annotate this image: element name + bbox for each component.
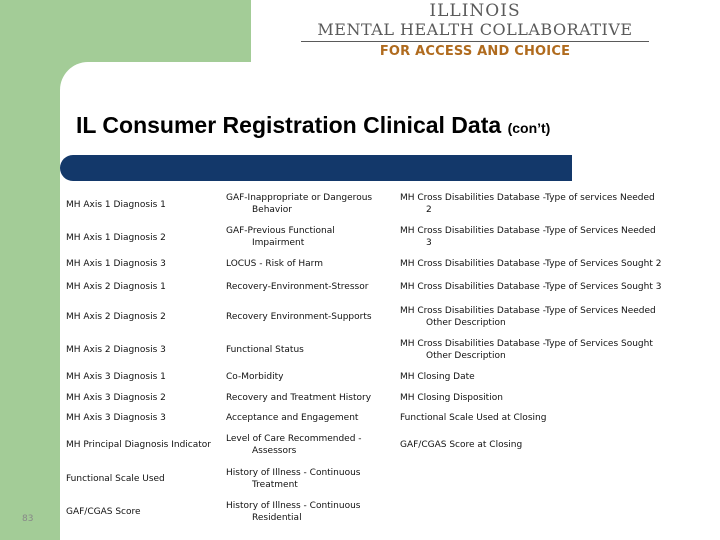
field-line: MH Cross Disabilities Database -Type of Services Sought 3 — [400, 282, 662, 292]
field-item — [226, 344, 394, 356]
field-line: Recovery and Treatment History — [226, 393, 372, 403]
field-item — [400, 281, 670, 293]
field-item: MH Principal Diagnosis Indicator — [66, 440, 211, 450]
logo-line-mental-health: MENTAL HEALTH COLLABORATIVE — [317, 20, 633, 39]
field-item — [400, 225, 670, 249]
field-item — [226, 392, 394, 404]
field-line: GAF-Inappropriate or Dangerous — [226, 193, 373, 203]
field-line: MH Cross Disabilities Database -Type of Services Sought — [400, 339, 653, 349]
slide-title-main: IL Consumer Registration Clinical Data — [76, 112, 502, 138]
field-item — [226, 258, 394, 270]
field-line: GAF-Previous Functional — [226, 226, 335, 236]
collaborative-logo — [300, 0, 650, 62]
field-item — [400, 392, 670, 404]
field-item: MH Axis 1 Diagnosis 1 — [66, 200, 166, 210]
field-item — [226, 192, 394, 216]
field-item: MH Axis 1 Diagnosis 2 — [66, 233, 166, 243]
field-item: MH Axis 1 Diagnosis 3 — [66, 259, 166, 269]
field-item — [226, 433, 394, 457]
field-item — [400, 439, 670, 451]
slide-title-suffix: (con’t) — [507, 120, 551, 136]
field-line: History of Illness - Continuous — [226, 501, 361, 511]
field-line: MH Cross Disabilities Database -Type of Services Needed — [400, 226, 656, 236]
field-line: MH Cross Disabilities Database -Type of Services Needed — [400, 306, 656, 316]
field-line: Co-Morbidity — [226, 372, 284, 382]
field-item — [226, 467, 394, 491]
field-item — [400, 192, 670, 216]
title-underline-bar — [60, 155, 572, 181]
field-line: Recovery Environment-Supports — [226, 312, 372, 322]
field-line: LOCUS - Risk of Harm — [226, 259, 323, 269]
field-line: Functional Status — [226, 345, 304, 355]
field-item — [400, 305, 670, 329]
field-line-continued: 2 — [426, 205, 432, 215]
field-line: Functional Scale Used at Closing — [400, 413, 547, 423]
field-line: MH Closing Disposition — [400, 393, 503, 403]
field-line-continued: Impairment — [252, 238, 305, 248]
field-line: GAF/CGAS Score at Closing — [400, 440, 523, 450]
field-line-continued: Residential — [252, 513, 302, 523]
field-item — [226, 412, 394, 424]
field-line-continued: Behavior — [252, 205, 292, 215]
field-item: MH Axis 2 Diagnosis 1 — [66, 282, 166, 292]
logo-divider — [301, 41, 649, 42]
field-line: Recovery-Environment-Stressor — [226, 282, 369, 292]
field-line-continued: Assessors — [252, 446, 297, 456]
page-number: 83 — [22, 514, 34, 524]
field-line: MH Closing Date — [400, 372, 475, 382]
field-item: MH Axis 3 Diagnosis 3 — [66, 413, 166, 423]
field-item: MH Axis 2 Diagnosis 2 — [66, 312, 166, 322]
field-item — [226, 311, 394, 323]
field-item — [400, 258, 670, 270]
field-item — [226, 371, 394, 383]
field-line: History of Illness - Continuous — [226, 468, 361, 478]
field-item: MH Axis 2 Diagnosis 3 — [66, 345, 166, 355]
field-line-continued: Other Description — [426, 318, 506, 328]
field-line-continued: 3 — [426, 238, 432, 248]
field-line-continued: Other Description — [426, 351, 506, 361]
field-line: MH Cross Disabilities Database -Type of services Needed — [400, 193, 655, 203]
field-item — [226, 225, 394, 249]
field-line: Acceptance and Engagement — [226, 413, 359, 423]
field-item — [226, 500, 394, 524]
field-item: Functional Scale Used — [66, 474, 165, 484]
logo-line-illinois: ILLINOIS — [429, 1, 521, 21]
field-line: MH Cross Disabilities Database -Type of Services Sought 2 — [400, 259, 662, 269]
field-line-continued: Treatment — [252, 480, 298, 490]
field-item — [400, 412, 670, 424]
field-item — [226, 281, 394, 293]
slide-title — [76, 112, 716, 139]
field-item — [400, 371, 670, 383]
field-item: GAF/CGAS Score — [66, 507, 141, 517]
field-line: Level of Care Recommended - — [226, 434, 362, 444]
field-item — [400, 338, 670, 362]
logo-line-tagline: FOR ACCESS AND CHOICE — [379, 44, 571, 59]
field-item: MH Axis 3 Diagnosis 1 — [66, 372, 166, 382]
field-item: MH Axis 3 Diagnosis 2 — [66, 393, 166, 403]
